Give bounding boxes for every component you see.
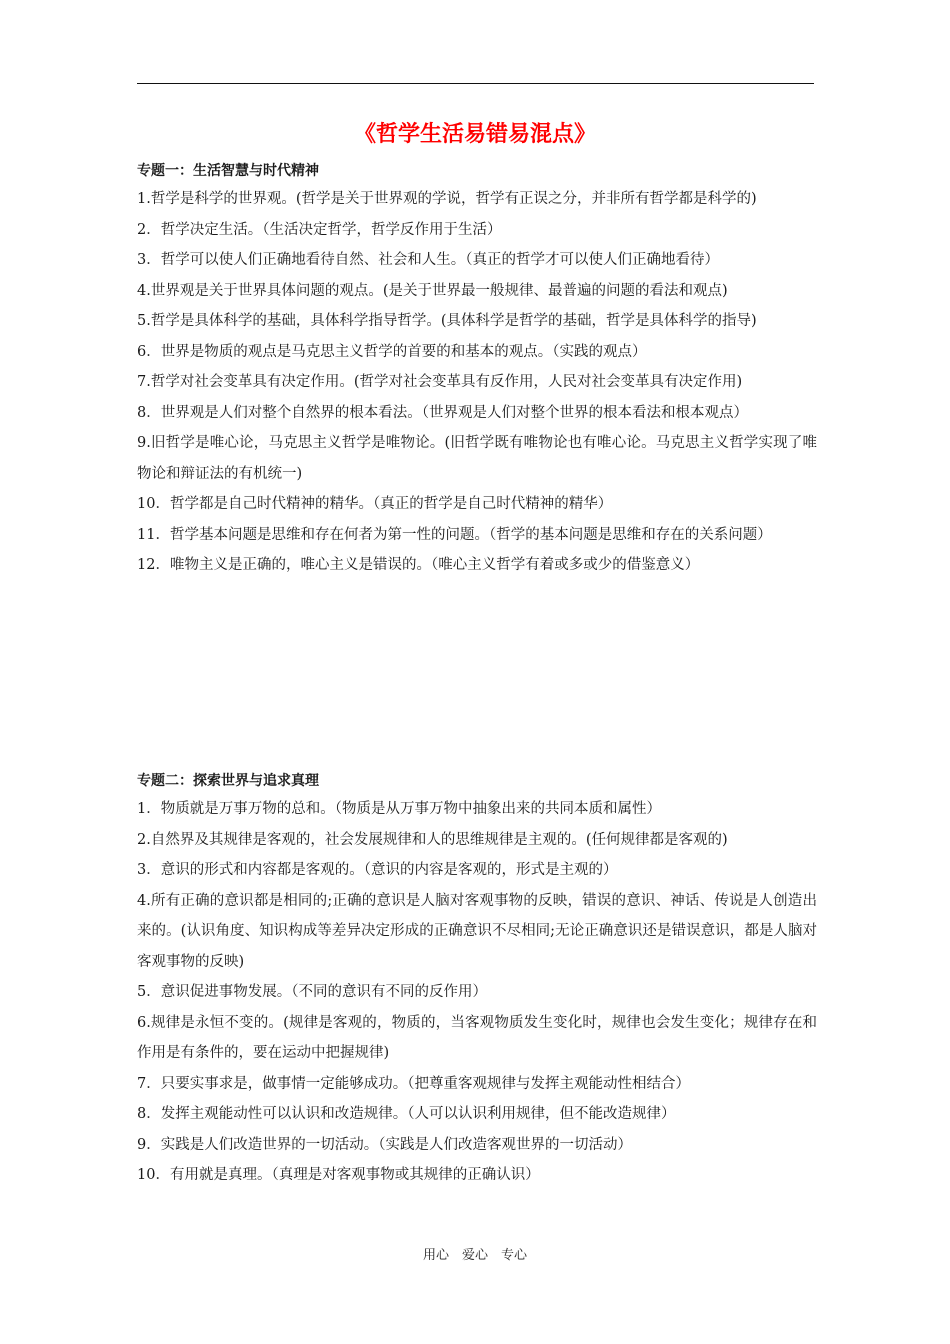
- list-item: 5.哲学是具体科学的基础，具体科学指导哲学。(具体科学是哲学的基础，哲学是具体科学的指导): [137, 313, 757, 329]
- list-item: 8．发挥主观能动性可以认识和改造规律。（人可以认识利用规律，但不能改造规律）: [137, 1106, 676, 1122]
- list-item: 12．唯物主义是正确的，唯心主义是错误的。（唯心主义哲学有着或多或少的借鉴意义）: [137, 557, 700, 573]
- page-footer: 用心 爱心 专心: [422, 1248, 527, 1263]
- document-title: 《哲学生活易错易混点》: [353, 122, 596, 147]
- list-item: 7.哲学对社会变革具有决定作用。(哲学对社会变革具有反作用，人民对社会变革具有决定作用): [137, 374, 743, 390]
- section-2: [137, 768, 817, 1191]
- list-item: 9．实践是人们改造世界的一切活动。（实践是人们改造客观世界的一切活动）: [137, 1136, 632, 1153]
- section-heading: 专题一：生活智慧与时代精神: [137, 163, 319, 179]
- list-item: 6．世界是物质的观点是马克思主义哲学的首要的和基本的观点。（实践的观点）: [137, 343, 647, 360]
- list-item: 3．意识的形式和内容都是客观的。（意识的内容是客观的，形式是主观的）: [137, 862, 618, 878]
- list-item: 7．只要实事求是，做事情一定能够成功。（把尊重客观规律与发挥主观能动性相结合）: [137, 1075, 690, 1092]
- item-list: [137, 794, 817, 1191]
- list-item: 11．哲学基本问题是思维和存在何者为第一性的问题。（哲学的基本问题是思维和存在的关系问题）: [137, 526, 772, 543]
- list-item: 2.自然界及其规律是客观的，社会发展规律和人的思维规律是主观的。(任何规律都是客观的): [137, 831, 728, 848]
- list-item: 9.旧哲学是唯心论，马克思主义哲学是唯物论。(旧哲学既有唯物论也有唯心论。马克思主义哲学实现了唯物论和辩证法的有机统一): [137, 435, 817, 482]
- section-1: [137, 158, 817, 581]
- list-item: 4.所有正确的意识都是相同的;正确的意识是人脑对客观事物的反映，错误的意识、神话、传说是人创造出来的。(认识角度、知识构成等差异决定形成的正确意识不尽相同;无论正确意识还是错误意识，都是人脑对客观事物的反映): [137, 892, 817, 970]
- list-item: 3．哲学可以使人们正确地看待自然、社会和人生。（真正的哲学才可以使人们正确地看待）: [137, 252, 719, 268]
- header-rule: [137, 83, 814, 84]
- list-item: 1.哲学是科学的世界观。(哲学是关于世界观的学说，哲学有正误之分，并非所有哲学都是科学的): [137, 191, 757, 207]
- list-item: 10．哲学都是自己时代精神的精华。（真正的哲学是自己时代精神的精华）: [137, 496, 613, 512]
- item-list: [137, 184, 817, 581]
- section-heading: 专题二：探索世界与追求真理: [137, 773, 319, 789]
- list-item: 2．哲学决定生活。（生活决定哲学，哲学反作用于生活）: [137, 221, 502, 238]
- list-item: 10．有用就是真理。（真理是对客观事物或其规律的正确认识）: [137, 1167, 540, 1183]
- list-item: 6.规律是永恒不变的。(规律是客观的，物质的，当客观物质发生变化时，规律也会发生变化；规律存在和作用是有条件的，要在运动中把握规律): [137, 1014, 817, 1061]
- list-item: 8．世界观是人们对整个自然界的根本看法。（世界观是人们对整个世界的根本看法和根本观点）: [137, 404, 748, 421]
- list-item: 4.世界观是关于世界具体问题的观点。(是关于世界最一般规律、最普遍的问题的看法和观点): [137, 282, 728, 299]
- list-item: 1．物质就是万事万物的总和。（物质是从万事万物中抽象出来的共同本质和属性）: [137, 801, 661, 817]
- list-item: 5．意识促进事物发展。（不同的意识有不同的反作用）: [137, 984, 487, 1000]
